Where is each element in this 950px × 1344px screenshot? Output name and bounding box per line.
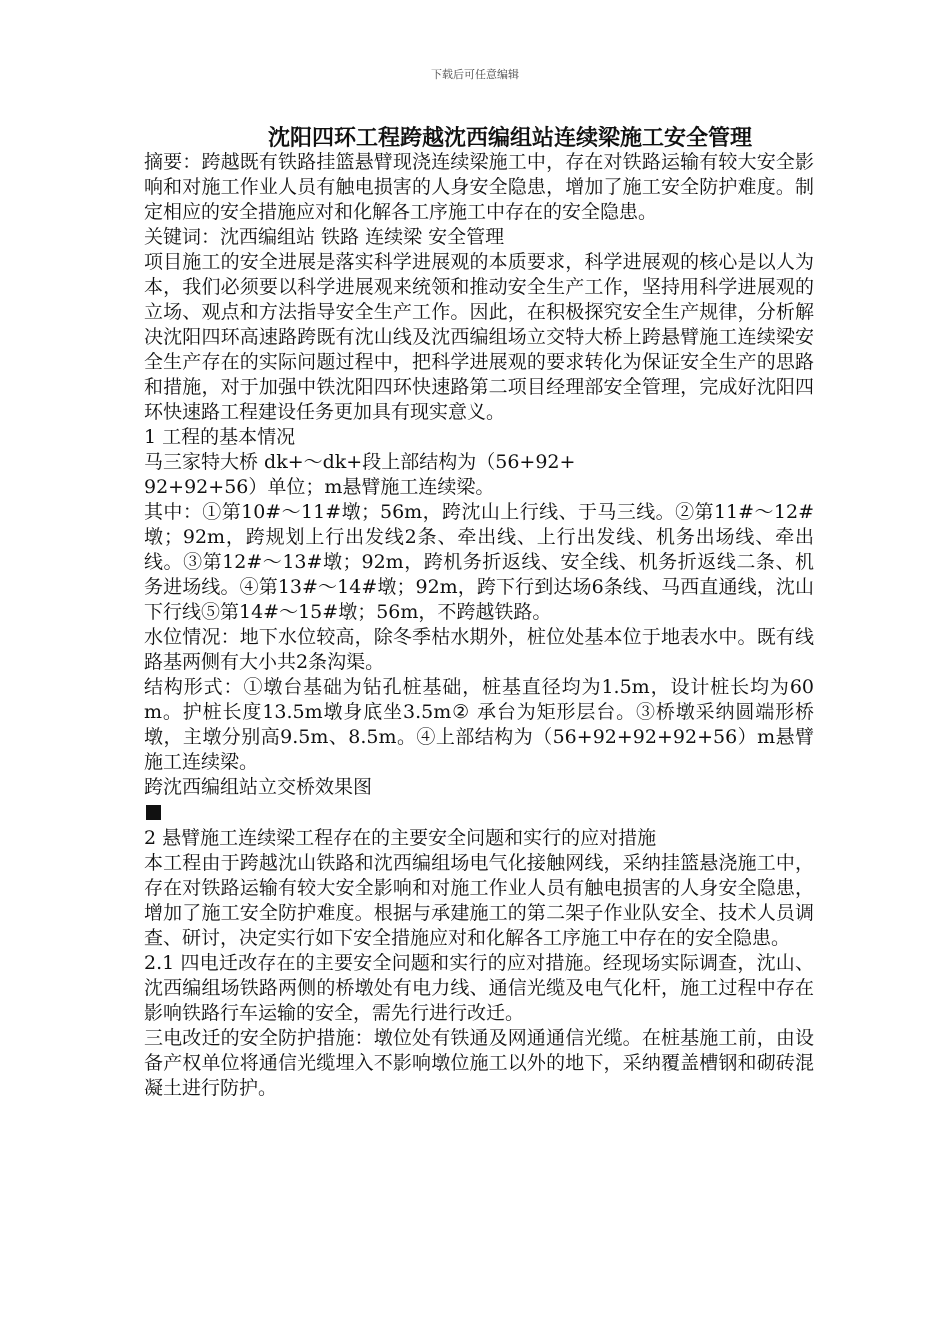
structure-paragraph: 结构形式：①墩台基础为钻孔桩基础，桩基直径均为1.5m，设计桩长均为60m。护桩长度13.5m墩身底坐3.5m② 承台为矩形层台。③桥墩采纳圆端形桥墩，主墩分别高9.5m、8.5m。④上部结构为（56+92+92+92+56）m悬臂施工连续梁。 (144, 676, 814, 773)
body-paragraph: 本工程由于跨越沈山铁路和沈西编组场电气化接触网线，采纳挂篮悬浇施工中，存在对铁路运输有较大安全影响和对施工作业人员有触电损害的人身安全隐患，增加了施工安全防护难度。根据与承建施工的第二架子作业队安全、技术人员调查、研讨，决定实行如下安全措施应对和化解各工序施工中存在的安全隐患。 (144, 851, 814, 949)
body-paragraph: 马三家特大桥 dk+～dk+段上部结构为（56+92+ (144, 451, 576, 473)
piers-paragraph: 其中：①第10#～11#墩；56m，跨沈山上行线、于马三线。②第11#～12#墩；92m，跨规划上行出发线2条、牵出线、上行出发线、机务出场线、牵出线。③第12#～13#墩；92m，跨机务折返线、安全线、机务折返线二条、机务进场线。④第13#～14#墩；92m，跨下行到达场6条线、马西直通线，沈山下行线⑤第14#～15#墩；56m，不跨越铁路。 (144, 501, 814, 623)
image-placeholder-square (146, 805, 161, 820)
image-placeholder (144, 800, 814, 826)
body-paragraph: 三电改迁的安全防护措施：墩位处有铁通及网通通信光缆。在桩基施工前，由设备产权单位将通信光缆埋入不影响墩位施工以外的地下，采纳覆盖槽钢和砌砖混凝土进行防护。 (144, 1026, 814, 1099)
section-heading-2: 2 悬臂施工连续梁工程存在的主要安全问题和实行的应对措施 (144, 826, 657, 849)
intro-paragraph: 项目施工的安全进展是落实科学进展观的本质要求，科学进展观的核心是以人为本，我们必须要以科学进展观来统领和推动安全生产工作，坚持用科学进展观的立场、观点和方法指导安全生产工作。因此，在积极探究安全生产规律，分析解决沈阳四环高速路跨既有沈山线及沈西编组场立交特大桥上跨悬臂施工连续梁安全生产存在的实际问题过程中，把科学进展观的要求转化为保证安全生产的思路和措施，对于加强中铁沈阳四环快速路第二项目经理部安全管理，完成好沈阳四环快速路工程建设任务更加具有现实意义。 (144, 251, 814, 423)
body-paragraph: 92+92+56）单位；m悬臂施工连续梁。 (144, 476, 495, 498)
body-paragraph: 2.1 四电迁改存在的主要安全问题和实行的应对措施。经现场实际调查，沈山、沈西编组场铁路两侧的桥墩处有电力线、通信光缆及电气化杆，施工过程中存在影响铁路行车运输的安全，需先行进行改迁。 (144, 951, 814, 1024)
document-title: 沈阳四环工程跨越沈西编组站连续梁施工安全管理 (267, 125, 752, 151)
abstract-paragraph: 摘要：跨越既有铁路挂篮悬臂现浇连续梁施工中，存在对铁路运输有较大安全影响和对施工作业人员有触电损害的人身安全隐患，增加了施工安全防护难度。制定相应的安全措施应对和化解各工序施工中存在的安全隐患。 (144, 151, 814, 223)
water-level-paragraph: 水位情况：地下水位较高，除冬季枯水期外，桩位处基本位于地表水中。既有线路基两侧有大小共2条沟渠。 (144, 626, 814, 673)
section-heading-1: 1 工程的基本情况 (144, 426, 296, 448)
keywords-paragraph: 关键词：沈西编组站 铁路 连续梁 安全管理 (144, 226, 505, 248)
document-body (144, 150, 814, 1101)
header-note: 下载后可任意编辑 (431, 68, 519, 81)
figure-caption: 跨沈西编组站立交桥效果图 (144, 776, 373, 798)
